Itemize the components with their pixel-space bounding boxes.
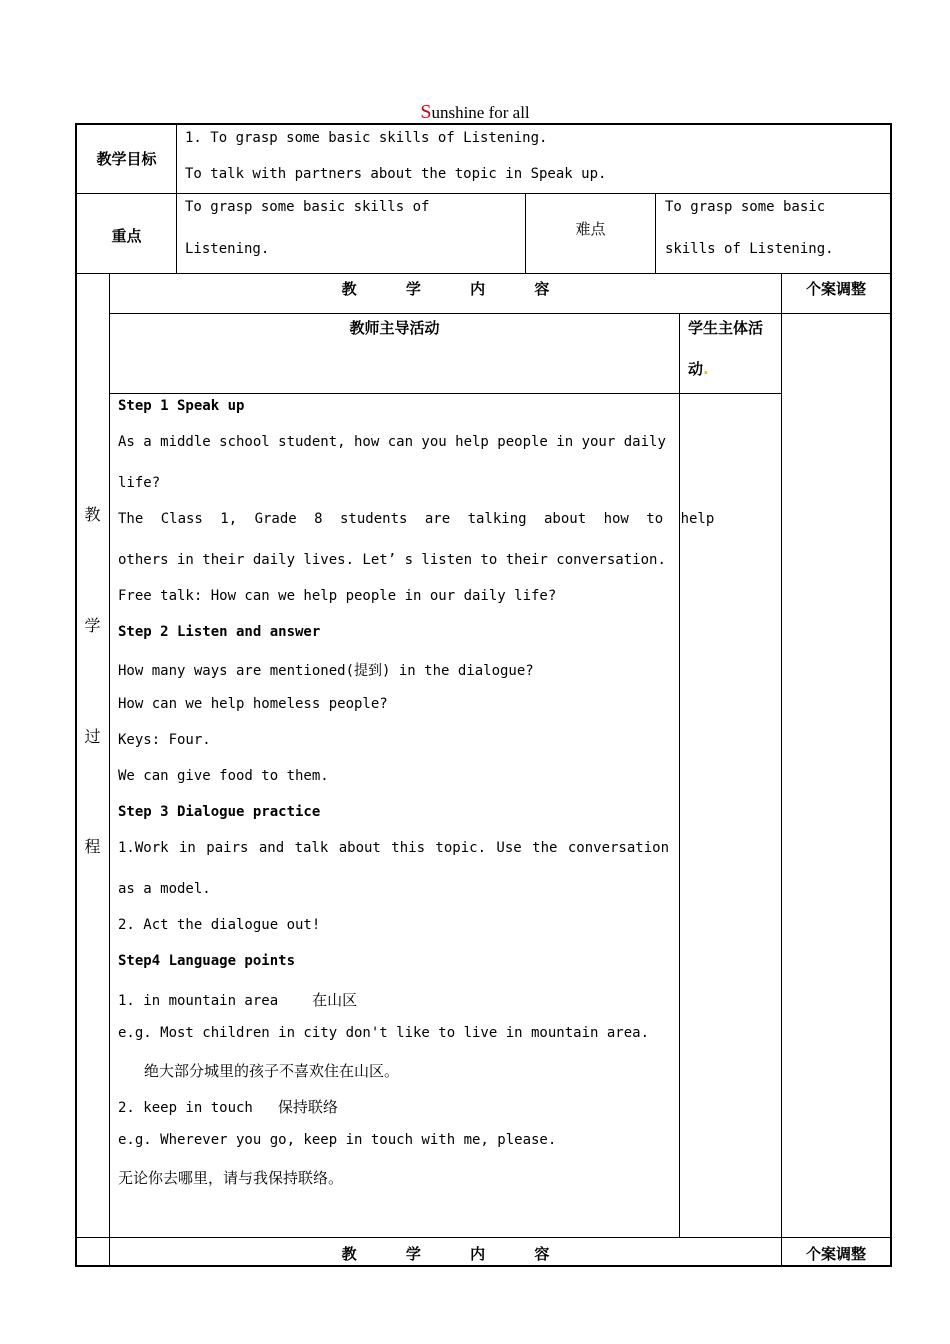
language-point-1 <box>118 989 357 1010</box>
teacher-header-text: 教师主导活动 <box>349 319 440 337</box>
adjust-header: 个案调整 <box>805 280 866 298</box>
language-point-1-meaning: 在山区 <box>312 991 358 1009</box>
step1-paragraph-1: The Class 1, Grade 8 students are talking about how to help <box>118 511 715 527</box>
adjust-header-repeat: 个案调整 <box>805 1245 866 1263</box>
process-char-3: 过 <box>84 727 101 746</box>
language-point-2-example: e.g. Wherever you go, keep in touch with me, please. <box>118 1132 557 1148</box>
marker-dot: . <box>703 360 709 378</box>
language-point-2-example-cn: 无论你去哪里，请与我保持联络。 <box>118 1169 344 1187</box>
step1-question: As a middle school student, how can you help people in your daily <box>118 434 666 450</box>
process-char-1: 教 <box>84 505 101 524</box>
language-point-2-phrase: 2. keep in touch <box>118 1100 253 1116</box>
language-point-1-example: e.g. Most children in city don't like to live in mountain area. <box>118 1025 650 1041</box>
student-header-line-2 <box>688 358 709 379</box>
process-char-2: 学 <box>84 616 101 635</box>
objectives-label: 教学目标 <box>96 150 157 168</box>
page-title <box>0 100 950 125</box>
title-rest: unshine for all <box>431 103 530 122</box>
step2-key-2: We can give food to them. <box>118 768 329 784</box>
step3-paragraph-2: as a model. <box>118 881 211 897</box>
teacher-header <box>110 317 679 338</box>
step1-question-cont: life? <box>118 475 161 491</box>
content-header: 教 学 内 容 <box>341 280 572 298</box>
title-first-letter: S <box>420 101 432 123</box>
step2-question-2: How can we help homeless people? <box>118 696 388 712</box>
step3-title: Step 3 Dialogue practice <box>118 804 321 820</box>
student-header-line-1: 学生主体活 <box>688 319 764 337</box>
difficulty-label: 难点 <box>575 220 606 238</box>
step2-question-1: How many ways are mentioned(提到) in the dialogue? <box>118 663 534 679</box>
key-point-label: 重点 <box>111 227 142 245</box>
difficulty-line-2: skills of Listening. <box>665 241 834 257</box>
difficulty-line-1: To grasp some basic <box>665 199 826 215</box>
step2-title: Step 2 Listen and answer <box>118 624 321 640</box>
process-char-4: 程 <box>84 837 101 856</box>
step2-key-1: Keys: Four. <box>118 732 211 748</box>
step1-paragraph-2: others in their daily lives. Let’ s listen to their conversation. <box>118 552 666 568</box>
step4-title: Step4 Language points <box>118 953 296 969</box>
language-point-1-phrase: 1. in mountain area <box>118 993 279 1009</box>
content-header-repeat: 教 学 内 容 <box>341 1245 572 1263</box>
key-point-line-2: Listening. <box>185 241 270 257</box>
objective-line-1: 1. To grasp some basic skills of Listening. <box>185 130 548 146</box>
language-point-1-example-cn: 绝大部分城里的孩子不喜欢住在山区。 <box>144 1062 400 1080</box>
step1-free-talk: Free talk: How can we help people in our daily life? <box>118 588 557 604</box>
step3-paragraph-1: 1.Work in pairs and talk about this topic. Use the conversation <box>118 840 670 856</box>
step3-paragraph-3: 2. Act the dialogue out! <box>118 917 321 933</box>
language-point-2 <box>118 1096 338 1117</box>
language-point-2-meaning: 保持联络 <box>277 1098 338 1116</box>
student-header-line-2-text: 动 <box>688 360 704 378</box>
step1-title: Step 1 Speak up <box>118 398 245 414</box>
objective-line-2: To talk with partners about the topic in Speak up. <box>185 166 607 182</box>
key-point-line-1: To grasp some basic skills of <box>185 199 430 215</box>
